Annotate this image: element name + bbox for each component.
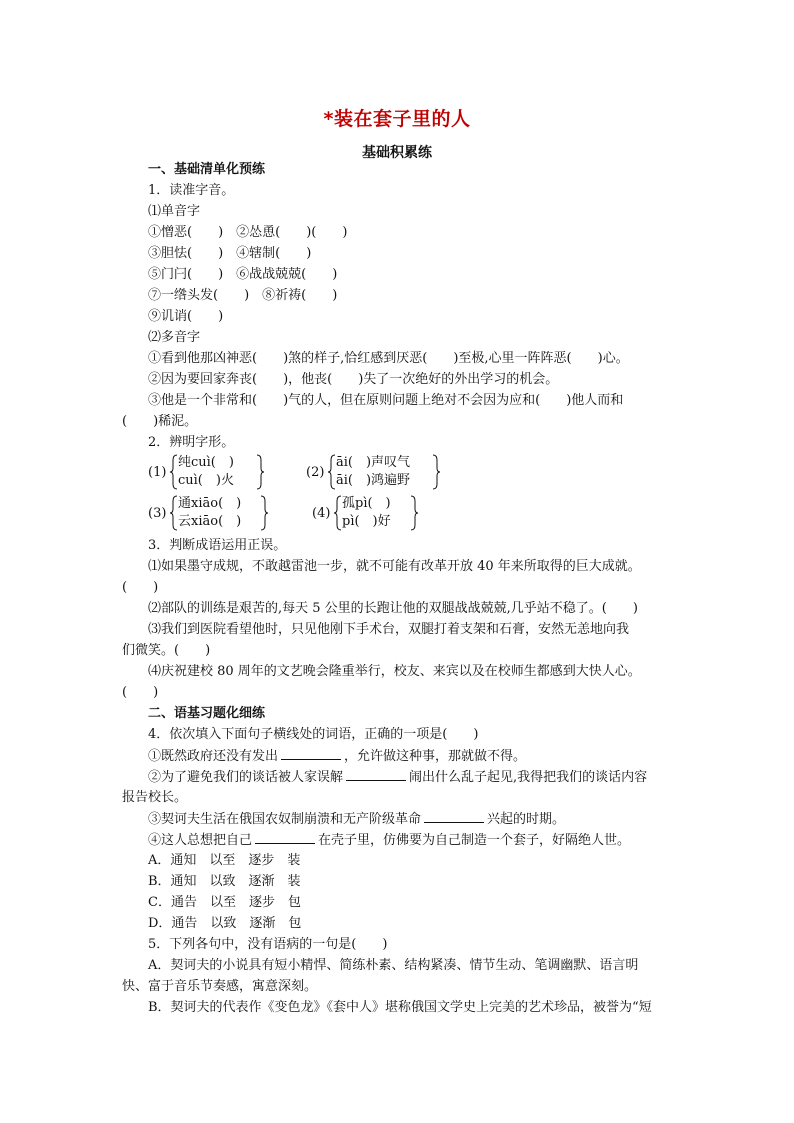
question-1-heading: 1．读准字音。: [148, 183, 235, 198]
sentence-text: 闹出什么乱子起见,我得把我们的谈话内容: [409, 770, 648, 785]
option-a-cont: 快、富于音乐节奏感，寓意深刻。: [122, 979, 318, 994]
pronunciation-row: ⑨讥诮( ): [148, 309, 224, 324]
sentence-text: 在壳子里，仿佛要为自己制造一个套子，好隔绝人世。: [318, 833, 631, 848]
right-brace-icon: [432, 454, 440, 490]
fill-sentence-1: [148, 747, 526, 766]
page-subtitle: 基础积累练: [362, 145, 432, 161]
glyph-group-3: [148, 495, 278, 531]
left-brace-icon: [328, 454, 336, 490]
pronunciation-row: ③胆怯( ) ④辖制( ): [148, 246, 312, 261]
option-b: B．契诃夫的代表作《变色龙》《套中人》堪称俄国文学史上完美的艺术珍品，被誉为“短: [148, 1000, 652, 1015]
left-brace-icon: [334, 495, 342, 531]
idiom-item: ⑷庆祝建校 80 周年的文艺晚会隆重举行，校友、来宾以及在校师生都感到大快人心。: [148, 664, 641, 679]
fill-sentence-4: [148, 831, 630, 850]
glyph-row: cuì( )火: [178, 473, 234, 488]
option-b: B．通知 以致 逐渐 装: [148, 874, 301, 889]
question-5-heading: 5．下列各句中，没有语病的一句是( ): [148, 937, 388, 952]
single-reading-heading: ⑴单音字: [148, 204, 201, 219]
fill-sentence-2-cont: 报告校长。: [122, 790, 188, 805]
fill-blank: [346, 768, 406, 781]
glyph-group-2: [306, 454, 446, 490]
left-brace-icon: [170, 495, 178, 531]
fill-sentence-2: [148, 768, 647, 787]
sentence-text: ①既然政府还没有发出: [148, 749, 279, 764]
glyph-row: 孤pì( ): [342, 496, 391, 511]
glyph-row: pì( )好: [342, 514, 391, 529]
question-2-heading: 2．辨明字形。: [148, 435, 235, 450]
section-heading-2: 二、语基习题化细练: [148, 706, 266, 721]
sentence-text: ②为了避免我们的谈话被人家误解: [148, 770, 344, 785]
question-3-heading: 3．判断成语运用正误。: [148, 538, 287, 553]
glyph-row: āi( )声叹气: [336, 455, 411, 470]
sentence-text: ③契诃夫生活在俄国农奴制崩溃和无产阶级革命: [148, 812, 422, 827]
right-brace-icon: [256, 454, 264, 490]
fill-blank: [281, 747, 341, 760]
multi-reading-item-cont: ( )稀泥。: [122, 414, 198, 429]
glyph-row: āi( )鸿遍野: [336, 473, 411, 488]
multi-reading-item: ②因为要回家奔丧( )，他丧( )失了一次绝好的外出学习的机会。: [148, 372, 559, 387]
section-heading-1: 一、基础清单化预练: [148, 162, 266, 177]
glyph-group-1: [148, 454, 268, 490]
idiom-answer-blank: ( ): [122, 685, 159, 700]
idiom-item-cont: 们微笑。( ): [122, 643, 211, 658]
glyph-row: 纯cuì( ): [178, 455, 234, 470]
glyph-group-number: (1): [148, 465, 167, 480]
glyph-group-number: (3): [148, 506, 167, 521]
idiom-item: ⑴如果墨守成规，不敢越雷池一步，就不可能有改革开放 40 年来所取得的巨大成就。: [148, 559, 641, 574]
pronunciation-row: ①憎恶( ) ②怂恿( )( ): [148, 225, 348, 240]
idiom-item: ⑶我们到医院看望他时，只见他刚下手术台，双腿打着支架和石膏，安然无恙地向我: [148, 622, 630, 637]
multi-reading-heading: ⑵多音字: [148, 330, 201, 345]
glyph-group-number: (4): [312, 506, 331, 521]
option-c: C．通告 以至 逐步 包: [148, 895, 301, 910]
right-brace-icon: [410, 495, 418, 531]
question-4-heading: 4．依次填入下面句子横线处的词语，正确的一项是( ): [148, 727, 479, 742]
option-a: A．通知 以至 逐步 装: [148, 853, 301, 868]
fill-sentence-3: [148, 810, 565, 829]
page-title: *装在套子里的人: [323, 108, 471, 130]
multi-reading-item: ③他是一个非常和( )气的人，但在原则问题上绝对不会因为应和( )他人而和: [148, 393, 624, 408]
option-d: D．通告 以致 逐渐 包: [148, 916, 302, 931]
glyph-group-number: (2): [306, 465, 325, 480]
pronunciation-row: ⑤门闩( ) ⑥战战兢兢( ): [148, 267, 338, 282]
fill-blank: [255, 831, 315, 844]
sentence-text: ④这人总想把自己: [148, 833, 253, 848]
glyph-group-4: [312, 495, 432, 531]
idiom-answer-blank: ( ): [122, 580, 159, 595]
left-brace-icon: [170, 454, 178, 490]
idiom-item: ⑵部队的训练是艰苦的,每天 5 公里的长跑让他的双腿战战兢兢,几乎站不稳了。( ): [148, 601, 638, 616]
fill-blank: [424, 810, 484, 823]
pronunciation-row: ⑦一绺头发( ) ⑧祈祷( ): [148, 288, 338, 303]
option-a: A．契诃夫的小说具有短小精悍、简练朴素、结构紧凑、情节生动、笔调幽默、语言明: [148, 958, 639, 973]
multi-reading-item: ①看到他那凶神恶( )煞的样子,恰红感到厌恶( )至极,心里一阵阵恶( )心。: [148, 351, 629, 366]
sentence-text: 兴起的时期。: [487, 812, 566, 827]
glyph-row: 通xiāo( ): [178, 496, 242, 511]
right-brace-icon: [260, 495, 268, 531]
sentence-text: ，允许做这种事，那就做不得。: [344, 749, 527, 764]
glyph-row: 云xiāo( ): [178, 514, 242, 529]
